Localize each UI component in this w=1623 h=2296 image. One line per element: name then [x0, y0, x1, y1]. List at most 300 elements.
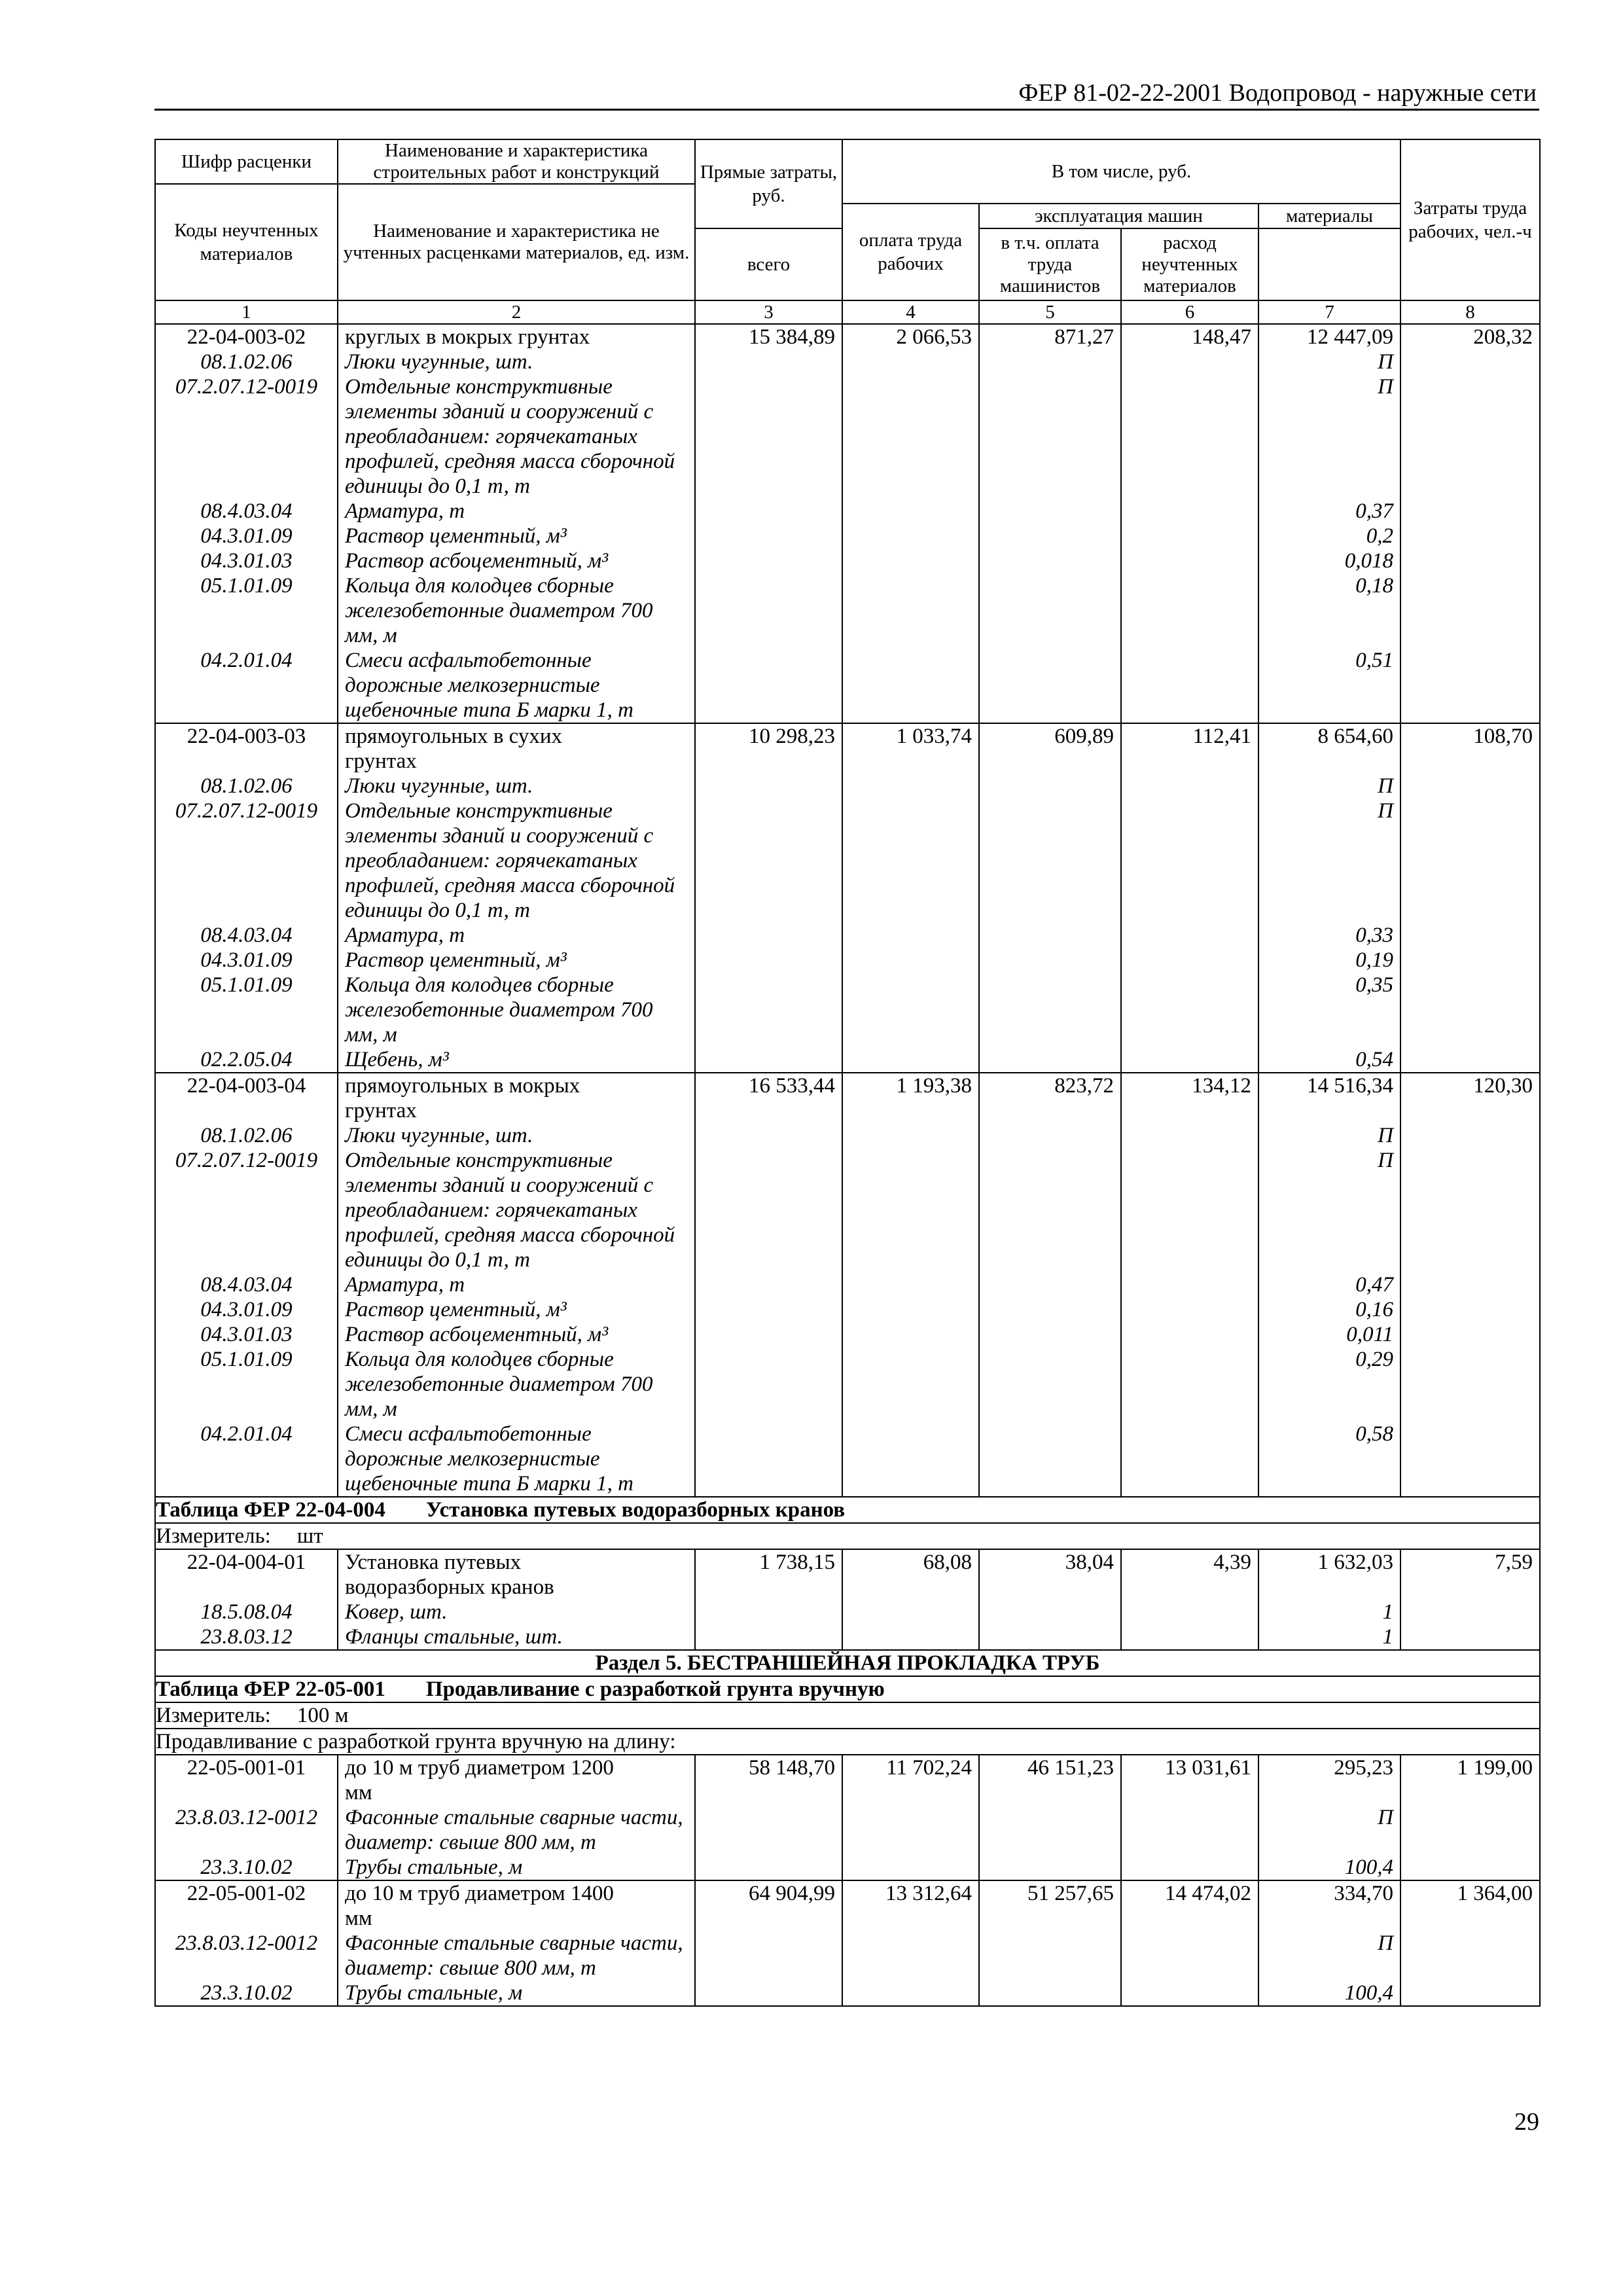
- cell-col-2: Смеси асфальтобетонные: [338, 648, 695, 673]
- cell-col-5: [979, 1272, 1121, 1297]
- cell-col-4: [842, 873, 979, 898]
- material-row: [155, 1855, 1540, 1880]
- material-row: [155, 1422, 1540, 1446]
- cell-col-3: [695, 749, 842, 774]
- material-row: [155, 898, 1540, 923]
- cell-col-4: [842, 1347, 979, 1372]
- cell-col-7: П: [1258, 774, 1400, 798]
- cell-col-7: 0,16: [1258, 1297, 1400, 1322]
- cell-col-2: Трубы стальные, м: [338, 1981, 695, 2006]
- cell-col-2: Отдельные конструктивные: [338, 798, 695, 823]
- cell-col-7: [1258, 1098, 1400, 1123]
- cell-col-2: прямоугольных в мокрых: [338, 1073, 695, 1098]
- cell-col-7: [1258, 623, 1400, 648]
- cell-col-8: [1400, 1123, 1540, 1148]
- material-row: [155, 350, 1540, 374]
- cell-col-2: Раствор цементный, м³: [338, 1297, 695, 1322]
- cell-col-4: [842, 798, 979, 823]
- cell-col-5: [979, 1906, 1121, 1931]
- cell-col-1: [155, 823, 338, 848]
- cell-col-2: профилей, средняя масса сборочной: [338, 873, 695, 898]
- colnum-4: 4: [842, 300, 979, 324]
- cell-col-8: [1400, 350, 1540, 374]
- cell-col-7: [1258, 1022, 1400, 1047]
- cell-col-7: [1258, 1198, 1400, 1223]
- cell-col-1: 22-04-003-02: [155, 324, 338, 350]
- material-row: [155, 848, 1540, 873]
- cell-col-6: [1121, 1198, 1258, 1223]
- cell-col-2: мм: [338, 1906, 695, 1931]
- cell-col-8: [1400, 399, 1540, 424]
- cell-col-1: 04.3.01.03: [155, 548, 338, 573]
- cell-col-1: 04.3.01.03: [155, 1322, 338, 1347]
- cell-col-1: 22-05-001-02: [155, 1880, 338, 1906]
- cell-col-4: [842, 1173, 979, 1198]
- table-title-row: [155, 1497, 1540, 1523]
- table-code: Таблица ФЕР 22-05-001: [156, 1677, 385, 1701]
- material-row: [155, 1830, 1540, 1855]
- cell-col-8: [1400, 548, 1540, 573]
- cell-col-8: [1400, 1855, 1540, 1880]
- cell-col-6: [1121, 1624, 1258, 1650]
- cell-col-5: 609,89: [979, 723, 1121, 749]
- cell-col-6: [1121, 1575, 1258, 1600]
- cell-col-2: профилей, средняя масса сборочной: [338, 449, 695, 474]
- cell-col-3: [695, 948, 842, 973]
- cell-col-5: 51 257,65: [979, 1880, 1121, 1906]
- cell-col-1: [155, 1575, 338, 1600]
- cell-col-1: 05.1.01.09: [155, 973, 338, 997]
- cell-col-4: [842, 923, 979, 948]
- cell-col-5: 871,27: [979, 324, 1121, 350]
- cell-col-1: 04.3.01.09: [155, 524, 338, 548]
- rate-row: [155, 723, 1540, 749]
- cell-col-4: [842, 548, 979, 573]
- running-header: [154, 73, 1539, 111]
- cell-col-8: [1400, 1247, 1540, 1272]
- cell-col-1: 08.1.02.06: [155, 1123, 338, 1148]
- header-row-1: [155, 139, 1540, 184]
- material-row: [155, 1272, 1540, 1297]
- cell-col-4: [842, 573, 979, 598]
- cell-col-3: 15 384,89: [695, 324, 842, 350]
- cell-col-1: [155, 997, 338, 1022]
- cell-col-2: Раствор асбоцементный, м³: [338, 548, 695, 573]
- cell-col-5: [979, 774, 1121, 798]
- cell-col-3: [695, 1123, 842, 1148]
- cell-col-7: [1258, 1575, 1400, 1600]
- header-materials: материалы: [1258, 204, 1400, 228]
- cell-col-6: [1121, 997, 1258, 1022]
- cell-col-2: Люки чугунные, шт.: [338, 774, 695, 798]
- cell-col-7: 0,2: [1258, 524, 1400, 548]
- material-row: [155, 424, 1540, 449]
- cell-col-4: [842, 1780, 979, 1805]
- cell-col-8: [1400, 1805, 1540, 1830]
- cell-col-8: [1400, 1047, 1540, 1073]
- cell-col-7: П: [1258, 1805, 1400, 1830]
- cell-col-3: [695, 1780, 842, 1805]
- cell-col-3: [695, 873, 842, 898]
- cell-col-5: [979, 499, 1121, 524]
- cell-col-8: [1400, 524, 1540, 548]
- cell-col-7: П: [1258, 1931, 1400, 1956]
- column-numbers-row: [155, 300, 1540, 324]
- cell-col-6: [1121, 399, 1258, 424]
- cell-col-3: [695, 1247, 842, 1272]
- cell-col-5: [979, 1372, 1121, 1397]
- cell-col-1: [155, 474, 338, 499]
- cell-col-6: [1121, 598, 1258, 623]
- cell-col-1: [155, 1397, 338, 1422]
- cell-col-8: 208,32: [1400, 324, 1540, 350]
- cell-col-2: водоразборных кранов: [338, 1575, 695, 1600]
- cell-col-6: [1121, 1098, 1258, 1123]
- cell-col-5: [979, 449, 1121, 474]
- cell-col-7: 0,47: [1258, 1272, 1400, 1297]
- cell-col-5: [979, 623, 1121, 648]
- cell-col-7: [1258, 1471, 1400, 1497]
- material-row: [155, 1047, 1540, 1073]
- cell-col-7: 1: [1258, 1600, 1400, 1624]
- cell-col-6: [1121, 1931, 1258, 1956]
- colnum-5: 5: [979, 300, 1121, 324]
- cell-col-5: [979, 548, 1121, 573]
- cell-col-4: [842, 1098, 979, 1123]
- cell-col-8: 1 199,00: [1400, 1755, 1540, 1780]
- header-name2: Наименование и характеристика не учтенных расценками материалов, ед. изм.: [338, 184, 695, 300]
- cell-col-2: мм, м: [338, 1397, 695, 1422]
- cell-col-3: [695, 1347, 842, 1372]
- cell-col-4: [842, 1600, 979, 1624]
- cell-col-6: 14 474,02: [1121, 1880, 1258, 1906]
- cell-col-3: [695, 698, 842, 723]
- cell-col-5: [979, 1223, 1121, 1247]
- cell-col-4: [842, 1624, 979, 1650]
- rates-table-body: [155, 139, 1540, 2006]
- cell-col-6: [1121, 1906, 1258, 1931]
- cell-col-7: 0,29: [1258, 1347, 1400, 1372]
- cell-col-3: [695, 1906, 842, 1931]
- cell-col-6: [1121, 424, 1258, 449]
- cell-col-4: [842, 1956, 979, 1981]
- cell-col-5: [979, 1956, 1121, 1981]
- cell-col-2: грунтах: [338, 1098, 695, 1123]
- cell-col-4: [842, 648, 979, 673]
- cell-col-6: [1121, 1981, 1258, 2006]
- cell-col-6: [1121, 1347, 1258, 1372]
- cell-col-2: преобладанием: горячекатаных: [338, 1198, 695, 1223]
- cell-col-3: [695, 1022, 842, 1047]
- cell-col-4: [842, 449, 979, 474]
- cell-col-1: [155, 1022, 338, 1047]
- cell-col-4: [842, 1446, 979, 1471]
- table-title: [155, 1497, 1540, 1523]
- cell-col-8: [1400, 474, 1540, 499]
- cell-col-5: [979, 1981, 1121, 2006]
- colnum-1: 1: [155, 300, 338, 324]
- cell-col-5: [979, 573, 1121, 598]
- cell-col-7: П: [1258, 1148, 1400, 1173]
- measure: [155, 1702, 1540, 1729]
- cell-col-8: [1400, 673, 1540, 698]
- cell-col-3: [695, 548, 842, 573]
- cell-col-4: [842, 1047, 979, 1073]
- material-row: [155, 1098, 1540, 1123]
- cell-col-7: 334,70: [1258, 1880, 1400, 1906]
- table-code: Таблица ФЕР 22-04-004: [156, 1498, 385, 1522]
- cell-col-5: [979, 1047, 1121, 1073]
- cell-col-2: Кольца для колодцев сборные: [338, 1347, 695, 1372]
- cell-col-4: [842, 424, 979, 449]
- cell-col-5: [979, 848, 1121, 873]
- cell-col-5: [979, 873, 1121, 898]
- header-machines: эксплуатация машин: [979, 204, 1258, 228]
- material-row: [155, 873, 1540, 898]
- cell-col-3: [695, 1855, 842, 1880]
- cell-col-7: 0,18: [1258, 573, 1400, 598]
- material-row: [155, 1931, 1540, 1956]
- cell-col-1: 08.4.03.04: [155, 1272, 338, 1297]
- material-row: [155, 749, 1540, 774]
- cell-col-8: [1400, 449, 1540, 474]
- cell-col-2: Раствор цементный, м³: [338, 524, 695, 548]
- cell-col-3: [695, 350, 842, 374]
- cell-col-1: 08.4.03.04: [155, 499, 338, 524]
- cell-col-4: [842, 1855, 979, 1880]
- cell-col-7: [1258, 848, 1400, 873]
- cell-col-2: Арматура, т: [338, 1272, 695, 1297]
- cell-col-3: [695, 898, 842, 923]
- material-row: [155, 1123, 1540, 1148]
- material-row: [155, 823, 1540, 848]
- cell-col-2: железобетонные диаметром 700: [338, 997, 695, 1022]
- cell-col-1: [155, 1446, 338, 1471]
- cell-col-2: диаметр: свыше 800 мм, т: [338, 1830, 695, 1855]
- cell-col-3: [695, 1372, 842, 1397]
- cell-col-4: [842, 598, 979, 623]
- material-row: [155, 1247, 1540, 1272]
- cell-col-6: [1121, 548, 1258, 573]
- cell-col-8: [1400, 749, 1540, 774]
- cell-col-1: 08.1.02.06: [155, 774, 338, 798]
- cell-col-3: [695, 374, 842, 399]
- cell-col-1: 18.5.08.04: [155, 1600, 338, 1624]
- material-row: [155, 1173, 1540, 1198]
- cell-col-2: Установка путевых: [338, 1549, 695, 1575]
- cell-col-8: [1400, 973, 1540, 997]
- material-row: [155, 1372, 1540, 1397]
- cell-col-5: [979, 598, 1121, 623]
- cell-col-2: Фасонные стальные сварные части,: [338, 1931, 695, 1956]
- cell-col-5: [979, 1347, 1121, 1372]
- cell-col-8: [1400, 1098, 1540, 1123]
- cell-col-5: [979, 1297, 1121, 1322]
- cell-col-7: [1258, 997, 1400, 1022]
- cell-col-7: 0,011: [1258, 1322, 1400, 1347]
- cell-col-8: [1400, 798, 1540, 823]
- material-row: [155, 698, 1540, 723]
- cell-col-4: [842, 1931, 979, 1956]
- cell-col-4: [842, 1981, 979, 2006]
- cell-col-2: преобладанием: горячекатаных: [338, 424, 695, 449]
- cell-col-8: [1400, 898, 1540, 923]
- cell-col-2: щебеночные типа Б марки 1, т: [338, 698, 695, 723]
- cell-col-3: [695, 1624, 842, 1650]
- cell-col-8: [1400, 1148, 1540, 1173]
- cell-col-7: [1258, 598, 1400, 623]
- cell-col-5: [979, 1600, 1121, 1624]
- cell-col-8: [1400, 1397, 1540, 1422]
- cell-col-6: [1121, 1956, 1258, 1981]
- cell-col-5: [979, 524, 1121, 548]
- cell-col-3: [695, 1223, 842, 1247]
- cell-col-6: [1121, 1780, 1258, 1805]
- cell-col-5: [979, 997, 1121, 1022]
- cell-col-1: [155, 1247, 338, 1272]
- cell-col-7: 0,35: [1258, 973, 1400, 997]
- cell-col-8: [1400, 1830, 1540, 1855]
- cell-col-5: [979, 798, 1121, 823]
- cell-col-5: [979, 399, 1121, 424]
- header-name: Наименование и характеристика строительных работ и конструкций: [338, 139, 695, 184]
- cell-col-5: [979, 698, 1121, 723]
- cell-col-3: [695, 573, 842, 598]
- measure-label: Измеритель:: [156, 1524, 271, 1548]
- cell-col-3: 16 533,44: [695, 1073, 842, 1098]
- cell-col-6: [1121, 449, 1258, 474]
- cell-col-7: [1258, 673, 1400, 698]
- cell-col-4: [842, 973, 979, 997]
- cell-col-2: Щебень, м³: [338, 1047, 695, 1073]
- cell-col-3: [695, 1198, 842, 1223]
- rate-row: [155, 1755, 1540, 1780]
- cell-col-5: [979, 923, 1121, 948]
- material-row: [155, 1471, 1540, 1497]
- cell-col-6: [1121, 1247, 1258, 1272]
- material-row: [155, 1322, 1540, 1347]
- cell-col-4: [842, 1148, 979, 1173]
- cell-col-2: прямоугольных в сухих: [338, 723, 695, 749]
- header-incl-wages: в т.ч. оплата труда машинистов: [979, 228, 1121, 300]
- cell-col-4: [842, 1906, 979, 1931]
- cell-col-8: [1400, 648, 1540, 673]
- cell-col-1: [155, 698, 338, 723]
- cell-col-5: [979, 1098, 1121, 1123]
- cell-col-4: 2 066,53: [842, 324, 979, 350]
- cell-col-8: [1400, 923, 1540, 948]
- colnum-7: 7: [1258, 300, 1400, 324]
- cell-col-3: [695, 1575, 842, 1600]
- cell-col-6: [1121, 698, 1258, 723]
- cell-col-6: [1121, 1397, 1258, 1422]
- cell-col-8: [1400, 948, 1540, 973]
- cell-col-1: 23.3.10.02: [155, 1855, 338, 1880]
- cell-col-7: [1258, 1906, 1400, 1931]
- cell-col-6: [1121, 1422, 1258, 1446]
- cell-col-6: [1121, 1272, 1258, 1297]
- cell-col-4: [842, 823, 979, 848]
- cell-col-4: 1 193,38: [842, 1073, 979, 1098]
- cell-col-1: 07.2.07.12-0019: [155, 374, 338, 399]
- cell-col-5: [979, 1830, 1121, 1855]
- measure-unit: 100 м: [296, 1704, 349, 1727]
- cell-col-7: [1258, 873, 1400, 898]
- cell-col-5: [979, 1198, 1121, 1223]
- cell-col-4: [842, 1198, 979, 1223]
- cell-col-4: [842, 1247, 979, 1272]
- cell-col-1: [155, 449, 338, 474]
- cell-col-7: [1258, 1830, 1400, 1855]
- cell-col-1: 07.2.07.12-0019: [155, 1148, 338, 1173]
- cell-col-4: [842, 1022, 979, 1047]
- cell-col-6: [1121, 1446, 1258, 1471]
- cell-col-7: [1258, 823, 1400, 848]
- cell-col-2: Раствор цементный, м³: [338, 948, 695, 973]
- cell-col-2: Фланцы стальные, шт.: [338, 1624, 695, 1650]
- cell-col-3: [695, 1471, 842, 1497]
- material-row: [155, 548, 1540, 573]
- cell-col-6: [1121, 623, 1258, 648]
- cell-col-3: [695, 1446, 842, 1471]
- cell-col-3: [695, 1981, 842, 2006]
- cell-col-4: [842, 1123, 979, 1148]
- cell-col-6: [1121, 1322, 1258, 1347]
- cell-col-2: круглых в мокрых грунтах: [338, 324, 695, 350]
- cell-col-3: [695, 623, 842, 648]
- cell-col-6: [1121, 1022, 1258, 1047]
- cell-col-1: [155, 399, 338, 424]
- cell-col-3: 1 738,15: [695, 1549, 842, 1575]
- cell-col-1: [155, 598, 338, 623]
- cell-col-5: [979, 350, 1121, 374]
- cell-col-8: [1400, 1624, 1540, 1650]
- material-row: [155, 399, 1540, 424]
- cell-col-7: 1 632,03: [1258, 1549, 1400, 1575]
- cell-col-2: элементы зданий и сооружений с: [338, 399, 695, 424]
- material-row: [155, 1297, 1540, 1322]
- cell-col-2: диаметр: свыше 800 мм, т: [338, 1956, 695, 1981]
- cell-col-4: [842, 1830, 979, 1855]
- cell-col-3: [695, 1047, 842, 1073]
- cell-col-5: [979, 648, 1121, 673]
- cell-col-7: 0,54: [1258, 1047, 1400, 1073]
- measure-label: Измеритель:: [156, 1704, 271, 1727]
- header-incl: В том числе, руб.: [842, 139, 1400, 204]
- cell-col-8: [1400, 1372, 1540, 1397]
- cell-col-3: [695, 997, 842, 1022]
- material-row: [155, 1906, 1540, 1931]
- material-row: [155, 948, 1540, 973]
- cell-col-7: [1258, 1247, 1400, 1272]
- cell-col-8: 108,70: [1400, 723, 1540, 749]
- cell-col-1: 05.1.01.09: [155, 1347, 338, 1372]
- cell-col-3: [695, 1322, 842, 1347]
- cell-col-3: [695, 1600, 842, 1624]
- material-row: [155, 623, 1540, 648]
- cell-col-1: [155, 1830, 338, 1855]
- cell-col-3: 64 904,99: [695, 1880, 842, 1906]
- cell-col-7: 0,51: [1258, 648, 1400, 673]
- cell-col-4: [842, 474, 979, 499]
- cell-col-8: [1400, 1956, 1540, 1981]
- material-row: [155, 374, 1540, 399]
- material-row: [155, 774, 1540, 798]
- cell-col-8: [1400, 1022, 1540, 1047]
- cell-col-2: Кольца для колодцев сборные: [338, 573, 695, 598]
- cell-col-7: 100,4: [1258, 1981, 1400, 2006]
- cell-col-7: П: [1258, 374, 1400, 399]
